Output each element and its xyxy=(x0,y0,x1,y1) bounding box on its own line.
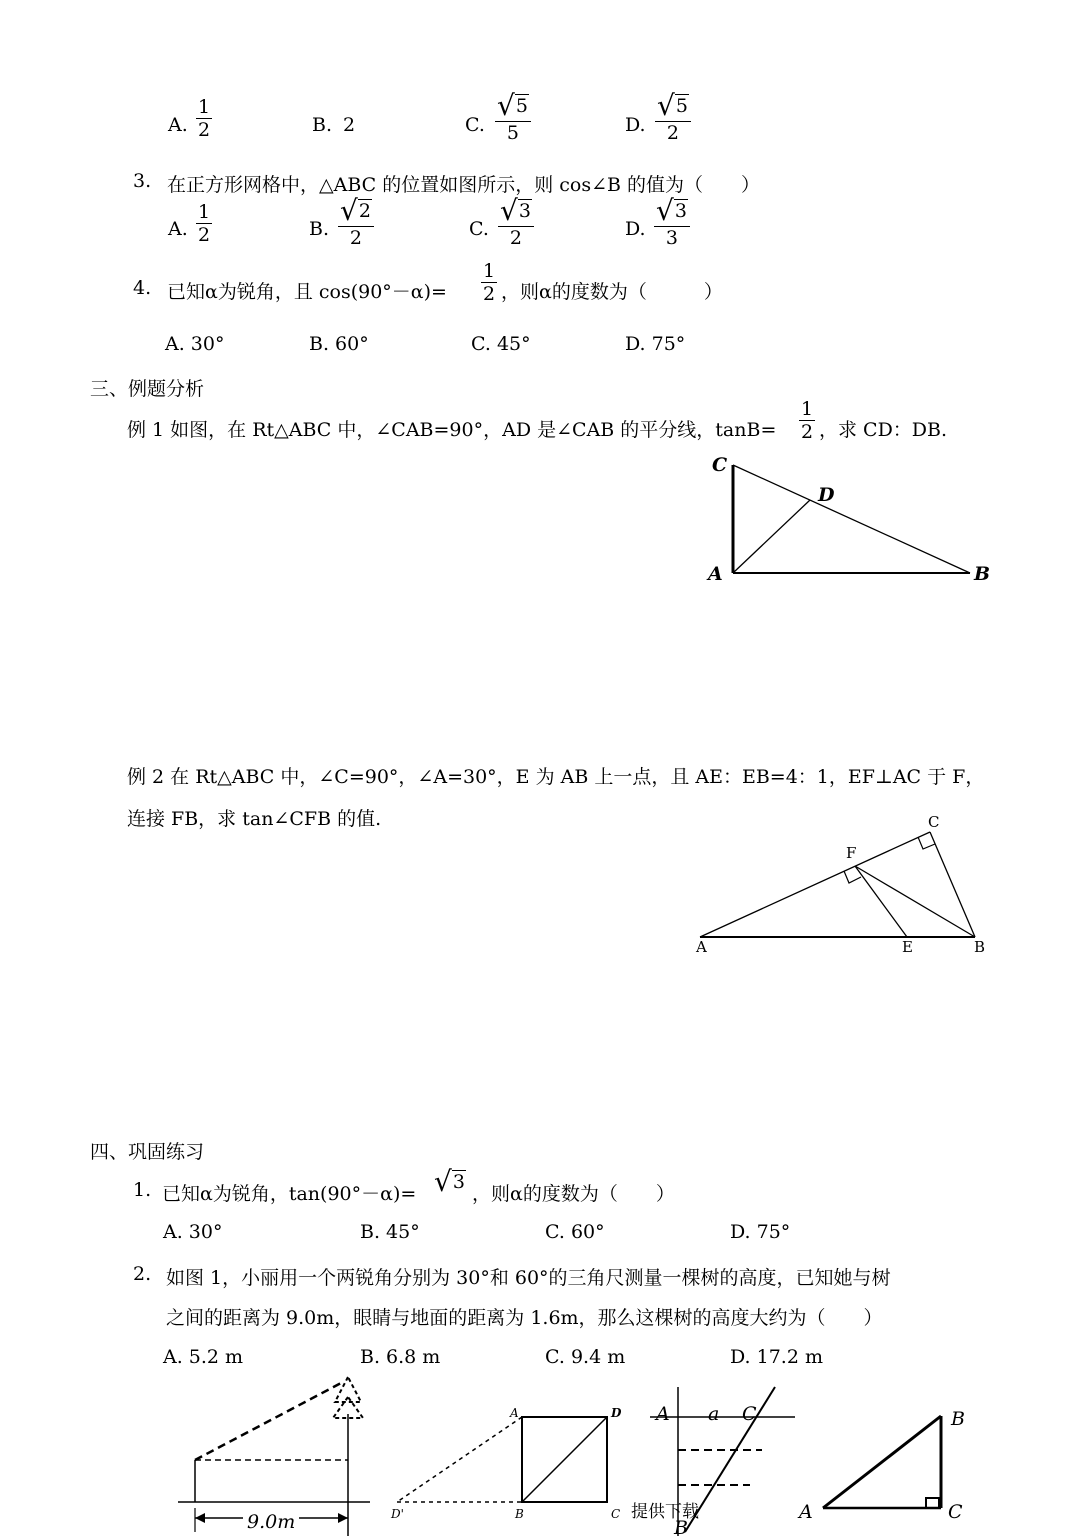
s4-q1-radical: √3 xyxy=(434,1165,465,1198)
tri-label-b: B xyxy=(951,1408,965,1430)
fig1-label-c: C xyxy=(712,454,728,476)
s4-q2-option-c: C. 9.4 m xyxy=(545,1346,626,1368)
example2-line2: 连接 FB，求 tan∠CFB 的值. xyxy=(127,808,382,830)
tri-label-a: A xyxy=(799,1501,813,1523)
q4-option-d: D. 75° xyxy=(625,333,686,355)
q3-number: 3. xyxy=(133,170,152,192)
square-label-d: D xyxy=(611,1406,622,1420)
option-b-value: 2 xyxy=(343,114,356,136)
q4-text-after: ，则α的度数为（ ） xyxy=(501,281,723,303)
s4-q1-option-a: A. 30° xyxy=(163,1221,223,1243)
s4-q1-option-b: B. 45° xyxy=(360,1221,420,1243)
fig2-label-b: B xyxy=(974,938,986,956)
q4-number: 4. xyxy=(133,277,152,299)
s4-q1-number: 1. xyxy=(133,1179,152,1201)
q3-option-d-label: D. xyxy=(625,218,646,240)
lines-label-c: C xyxy=(742,1403,757,1425)
q3-option-a-fraction: 1 2 xyxy=(198,201,211,246)
option-c-label: C. xyxy=(465,114,485,136)
option-a-label: A. xyxy=(168,114,188,136)
tree-distance-label: 9.0m xyxy=(247,1511,296,1533)
fig1-label-d: D xyxy=(818,484,835,506)
right-triangle-figure xyxy=(795,1402,980,1536)
example1-figure xyxy=(700,448,1000,588)
watermark-text: 提供下载 xyxy=(631,1502,699,1522)
q4-fraction: 1 2 xyxy=(483,260,496,305)
q4-option-c: C. 45° xyxy=(471,333,531,355)
s4-q1-text-after: ，则α的度数为（ ） xyxy=(472,1183,675,1205)
s4-q1-option-d: D. 75° xyxy=(730,1221,791,1243)
fig2-label-a: A xyxy=(696,938,707,956)
q3-option-b-fraction: √2 2 xyxy=(338,197,374,248)
lines-label-alpha: a xyxy=(708,1403,720,1425)
fig1-label-b: B xyxy=(974,563,991,585)
q3-option-b-label: B. xyxy=(309,218,330,240)
square-figure xyxy=(385,1400,635,1536)
fig2-label-e: E xyxy=(902,938,913,956)
q4-option-a: A. 30° xyxy=(165,333,225,355)
lines-label-b: B xyxy=(674,1517,688,1536)
s4-q2-line1: 如图 1，小丽用一个两锐角分别为 30°和 60°的三角尺测量一棵树的高度，已知她与树 xyxy=(166,1267,891,1289)
s4-q2-option-a: A. 5.2 m xyxy=(163,1346,244,1368)
example1-fraction: 1 2 xyxy=(801,398,814,443)
s4-q2-option-d: D. 17.2 m xyxy=(730,1346,823,1368)
option-a-fraction: 1 2 xyxy=(198,96,211,141)
s4-q2-option-b: B. 6.8 m xyxy=(360,1346,441,1368)
square-label-b: B xyxy=(515,1507,524,1521)
q3-option-d-fraction: √3 3 xyxy=(654,197,690,248)
example1-text-after: ，求 CD：DB. xyxy=(819,419,948,441)
option-d-fraction: √5 2 xyxy=(655,92,691,143)
q3-option-c-label: C. xyxy=(469,218,489,240)
q4-text-before: 已知α为锐角，且 cos(90°－α)= xyxy=(167,281,447,303)
s4-q1-option-c: C. 60° xyxy=(545,1221,605,1243)
q3-text: 在正方形网格中，△ABC 的位置如图所示，则 cos∠B 的值为（ ） xyxy=(167,174,761,196)
s4-q2-number: 2. xyxy=(133,1263,152,1285)
option-d-label: D. xyxy=(625,114,646,136)
square-label-c: C xyxy=(611,1507,621,1521)
example2-figure xyxy=(690,810,1000,960)
q4-option-b: B. 60° xyxy=(309,333,369,355)
square-label-a: A xyxy=(510,1406,519,1420)
section3-title: 三、例题分析 xyxy=(90,378,205,400)
tree-figure xyxy=(175,1372,375,1536)
s4-q2-line2: 之间的距离为 9.0m，眼睛与地面的距离为 1.6m，那么这棵树的高度大约为（ ） xyxy=(166,1307,883,1329)
option-b-label: B. xyxy=(312,114,333,136)
s4-q1-text-before: 已知α为锐角，tan(90°－α)= xyxy=(162,1183,417,1205)
option-c-fraction: √5 5 xyxy=(495,92,531,143)
q3-option-c-fraction: √3 2 xyxy=(498,197,534,248)
square-label-dprime: D' xyxy=(391,1507,404,1521)
fig1-label-a: A xyxy=(708,563,723,585)
example1-text-before: 例 1 如图，在 Rt△ABC 中，∠CAB=90°，AD 是∠CAB 的平分线，tanB= xyxy=(127,419,777,441)
lines-label-a: A xyxy=(656,1403,670,1425)
q3-option-a-label: A. xyxy=(168,218,188,240)
tri-label-c: C xyxy=(948,1501,963,1523)
fig2-label-c: C xyxy=(928,813,940,831)
example2-line1: 例 2 在 Rt△ABC 中，∠C=90°，∠A=30°，E 为 AB 上一点，且 AE：EB=4：1，EF⊥AC 于 F， xyxy=(127,766,985,788)
section4-title: 四、巩固练习 xyxy=(90,1141,205,1163)
fig2-label-f: F xyxy=(846,844,857,862)
